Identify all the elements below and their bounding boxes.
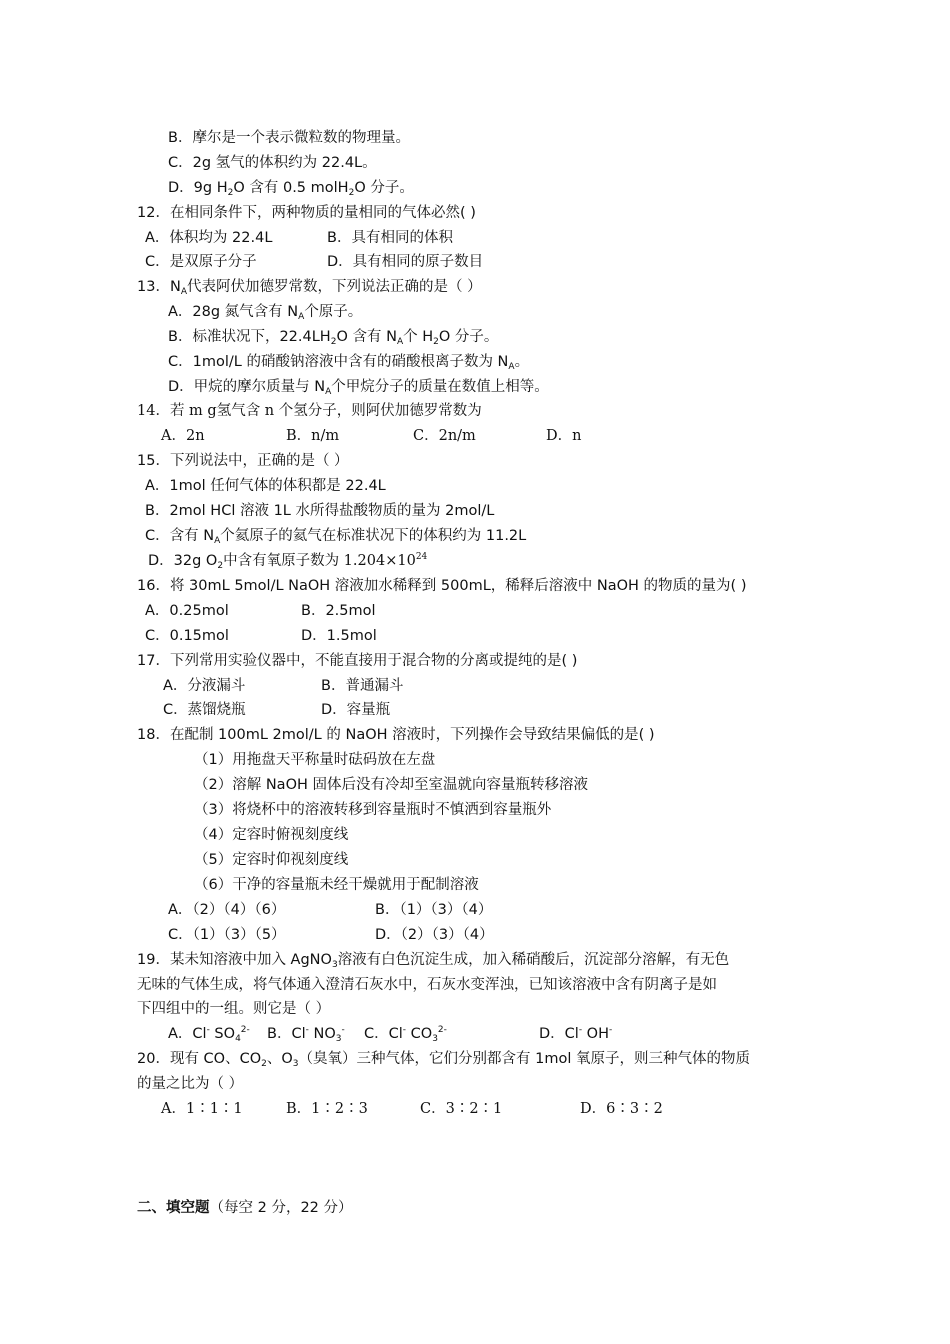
q18-item-4: （4）定容时俯视刻度线 [194,827,349,843]
q19-stem-line-1: 19．某未知溶液中加入 AgNO$_3$溶液有白色沉淀生成，加入稀硝酸后，沉淀部分溶解，有无色 [137,952,730,970]
q18-item-1: （1）用拖盘天平称量时砝码放在左盘 [194,752,436,768]
q17-option-d: D．容量瓶 [321,702,391,718]
q14-stem: 14．若 m g氢气含 n 个氢分子，则阿伏加德罗常数为 [137,403,482,419]
q20-option-a: A．1∶1∶1 [161,1101,243,1117]
q15-stem: 15．下列说法中，正确的是（ ） [137,453,349,469]
q11-option-d: D．9g $H_2O$ 含有 0.5 molH$_2$O 分子。 [168,180,414,198]
q20-stem-line-1: 20．现有 CO、$CO_2$、$O_3$（臭氧）三种气体，它们分别都含有 1mol 氧原子，则三种气体的物质 [137,1051,750,1069]
q18-item-3: （3）将烧杯中的溶液转移到容量瓶时不慎洒到容量瓶外 [194,802,552,818]
q12-option-d: D．具有相同的原子数目 [327,254,484,270]
q13-option-a: A．28g 氮气含有 $N_A$个原子。 [168,304,363,322]
q13-option-b: B．标准状况下，$22.4LH_2O$ 含有 $N_A$个 $H_2O$ 分子。 [168,329,499,347]
q15-option-d: D．32g $O_2$中含有氧原子数为 $1.204\times 10^{24}$ [148,552,428,571]
q18-option-c: C．（1）（3）（5） [168,927,286,943]
q12-option-a: A．体积均为 22.4L [145,230,273,246]
q16-option-c: C．0.15mol [145,628,229,644]
q17-option-c: C．蒸馏烧瓶 [163,702,246,718]
q19-option-a: A．Cl- $SO_4^{2-}$ [168,1025,250,1044]
q18-option-d: D．（2）（3）（4） [375,927,494,943]
q16-option-d: D．1.5mol [301,628,377,644]
q19-option-d: D．Cl- OH- [539,1025,613,1042]
q17-stem: 17．下列常用实验仪器中，不能直接用于混合物的分离或提纯的是( ) [137,653,578,669]
q20-option-d: D．6∶3∶2 [580,1101,663,1117]
q19-option-c: C．Cl- $CO_3^{2-}$ [364,1025,447,1044]
q18-item-5: （5）定容时仰视刻度线 [194,852,349,868]
q16-option-b: B．2.5mol [301,603,376,619]
q17-option-a: A．分液漏斗 [163,678,246,694]
q19-stem-line-2: 无味的气体生成，将气体通入澄清石灰水中，石灰水变浑浊，已知该溶液中含有阴离子是如 [137,977,717,993]
q18-option-b: B．（1）（3）（4） [375,902,493,918]
q15-option-a: A．1mol 任何气体的体积都是 22.4L [145,478,386,494]
q11-option-b: B．摩尔是一个表示微粒数的物理量。 [168,130,410,146]
q14-option-b: B．n/m [286,428,340,444]
q12-option-b: B．具有相同的体积 [327,230,453,246]
q20-stem-line-2: 的量之比为（ ） [137,1076,244,1092]
q19-stem-line-3: 下四组中的一组。则它是（ ） [137,1001,331,1017]
q15-option-c: C．含有 $N_A$个氦原子的氦气在标准状况下的体积约为 11.2L [145,528,527,546]
q13-option-c: C．1mol/L 的硝酸钠溶液中含有的硝酸根离子数为 $N_A$。 [168,354,530,372]
q12-option-c: C．是双原子分子 [145,254,257,270]
q18-item-6: （6）干净的容量瓶未经干燥就用于配制溶液 [194,877,479,893]
q14-option-a: A．2n [161,428,205,444]
q19-option-b: B．Cl- $NO_3^-$ [267,1025,345,1044]
q13-stem: 13．$N_A$代表阿伏加德罗常数，下列说法正确的是（ ） [137,279,482,297]
q18-option-a: A．（2）（4）（6） [168,902,286,918]
q12-stem: 12．在相同条件下，两种物质的量相同的气体必然( ) [137,205,476,221]
q11-option-c: C．2g 氢气的体积约为 22.4L。 [168,155,377,171]
q14-option-c: C．2n/m [413,428,476,444]
q14-option-d: D．n [546,428,582,444]
q20-option-b: B．1∶2∶3 [286,1101,368,1117]
q17-option-b: B．普通漏斗 [321,678,404,694]
q18-stem: 18．在配制 100mL 2mol/L 的 NaOH 溶液时，下列操作会导致结果偏低的是( ) [137,727,655,743]
q18-item-2: （2）溶解 NaOH 固体后没有冷却至室温就向容量瓶转移溶液 [194,777,588,793]
q13-option-d: D．甲烷的摩尔质量与 $N_A$个甲烷分子的质量在数值上相等。 [168,379,549,397]
q16-option-a: A．0.25mol [145,603,229,619]
q15-option-b: B．2mol HCl 溶液 1L 水所得盐酸物质的量为 2mol/L [145,503,495,519]
q20-option-c: C．3∶2∶1 [420,1101,503,1117]
q16-stem: 16．将 30mL 5mol/L NaOH 溶液加水稀释到 500mL，稀释后溶液中 NaOH 的物质的量为( ) [137,578,747,594]
section-2-heading: 二、填空题（每空 2 分，22 分） [137,1200,353,1216]
